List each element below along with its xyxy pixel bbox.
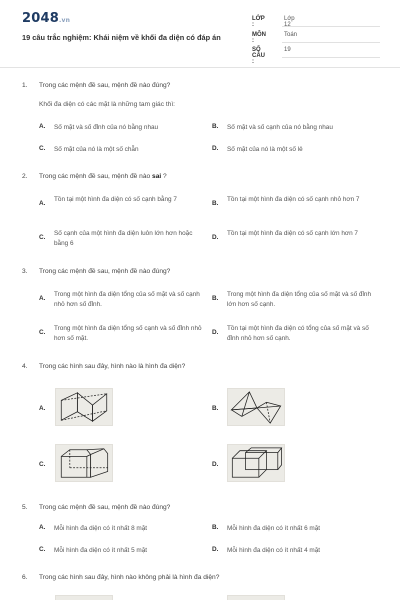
meta-value: Toán — [284, 32, 298, 38]
meta-label: SỐ CÂU : — [252, 47, 265, 65]
meta-label: LỚP : — [252, 16, 265, 28]
question-text: Trong các mệnh đề sau, mệnh đề nào đúng? — [39, 82, 171, 89]
question-text: Trong các hình sau đây, hình nào không phải là hình đa diện? — [39, 574, 220, 581]
meta-label: MÔN : — [252, 32, 266, 44]
touching-pyramids-icon — [228, 389, 284, 425]
document-page: 2048.vn 19 câu trắc nghiệm: Khái niệm về khối đa diện có đáp án LỚP : Lớp 12 MÔN : Toán SỐ CÂU : 19 1. Trong các mệnh đề sau, mệnh đề nào đúng? Khối đa diện có các mặt là những tam giác thì: A. Số mặt và số đỉnh của nó bằng nhau B. Số mặt và số cạnh của nó bằng nhau C. Số mặt của nó là một số chẵn D. Số mặt của nó là một số lẻ 2. Trong các mệnh đề sau, mệnh đề nào sai ? A. Tồn tại một hình đa diện có số cạnh bằng 7 B. Tồn tại một hình đa diện có số cạnh nhỏ hơn 7 C. Số cạnh của một hình đa diện luôn lớn hơn hoặc bằng 6 D. Tồn tại một hình đa diện có số cạnh lớn hơn 7 3. Trong các mệnh đề sau, mệnh đề nào đúng? A. Trong một hình đa diện tổng của số mặt và số cạnh nhỏ hơn số đỉnh. B. Trong một hình đa diện tổng của số mặt và số đỉnh lớn hơn số cạnh. C. Trong một hình đa diện tổng số cạnh và số đỉnh nhỏ hơn số mặt. D. Tồn tại một hình đa diện có tổng của số mặt và số đỉnh nhỏ hơn số cạnh. 4. Trong các hình sau đây, hình nào là hình đa diện? A. B. C. D. 5. Trong các mệnh đề sau, mệnh đề nào đúng? A. Mỗi hình đa diện có ít nhất 8 mặt B. Mỗi hình đa diện có ít nhất 6 mặt C. Mỗi hình đa diện có ít nhất 5 mặt D. Mỗi hình đa diện có ít nhất 4 mặt 6. Trong các hình sau đây, hình nào không phải là hình đa diện? — [0, 0, 400, 600]
question-text: Trong các mệnh đề sau, mệnh đề nào đúng? — [39, 504, 171, 511]
question-number: 3. — [22, 268, 28, 275]
meta-value: 19 — [284, 47, 291, 53]
question-text: Trong các hình sau đây, hình nào là hình đa diện? — [39, 363, 186, 370]
hexagonal-prism-icon — [56, 445, 112, 481]
document-header — [0, 0, 400, 68]
question-text: Trong các mệnh đề sau, mệnh đề nào sai ? — [39, 173, 167, 180]
folded-polyhedron-icon — [56, 389, 112, 425]
question-1-subtext: Khối đa diện có các mặt là những tam giác thì: — [39, 101, 175, 108]
stacked-boxes-icon — [228, 445, 284, 481]
question-text: Trong các mệnh đề sau, mệnh đề nào đúng? — [39, 268, 171, 275]
touching-pyramids-figure[interactable] — [227, 388, 285, 426]
folded-polyhedron-figure[interactable] — [55, 388, 113, 426]
document-title: 19 câu trắc nghiệm: Khái niệm về khối đa diện có đáp án — [22, 33, 221, 42]
question-number: 6. — [22, 574, 28, 581]
question-number: 5. — [22, 504, 28, 511]
site-logo[interactable]: 2048.vn — [22, 11, 71, 26]
meta-value: Lớp 12 — [284, 16, 295, 28]
stacked-boxes-figure[interactable] — [227, 444, 285, 482]
partial-figure — [55, 595, 113, 600]
question-number: 4. — [22, 363, 28, 370]
partial-figure — [227, 595, 285, 600]
question-number: 1. — [22, 82, 28, 89]
question-number: 2. — [22, 173, 28, 180]
hexagonal-prism-figure[interactable] — [55, 444, 113, 482]
